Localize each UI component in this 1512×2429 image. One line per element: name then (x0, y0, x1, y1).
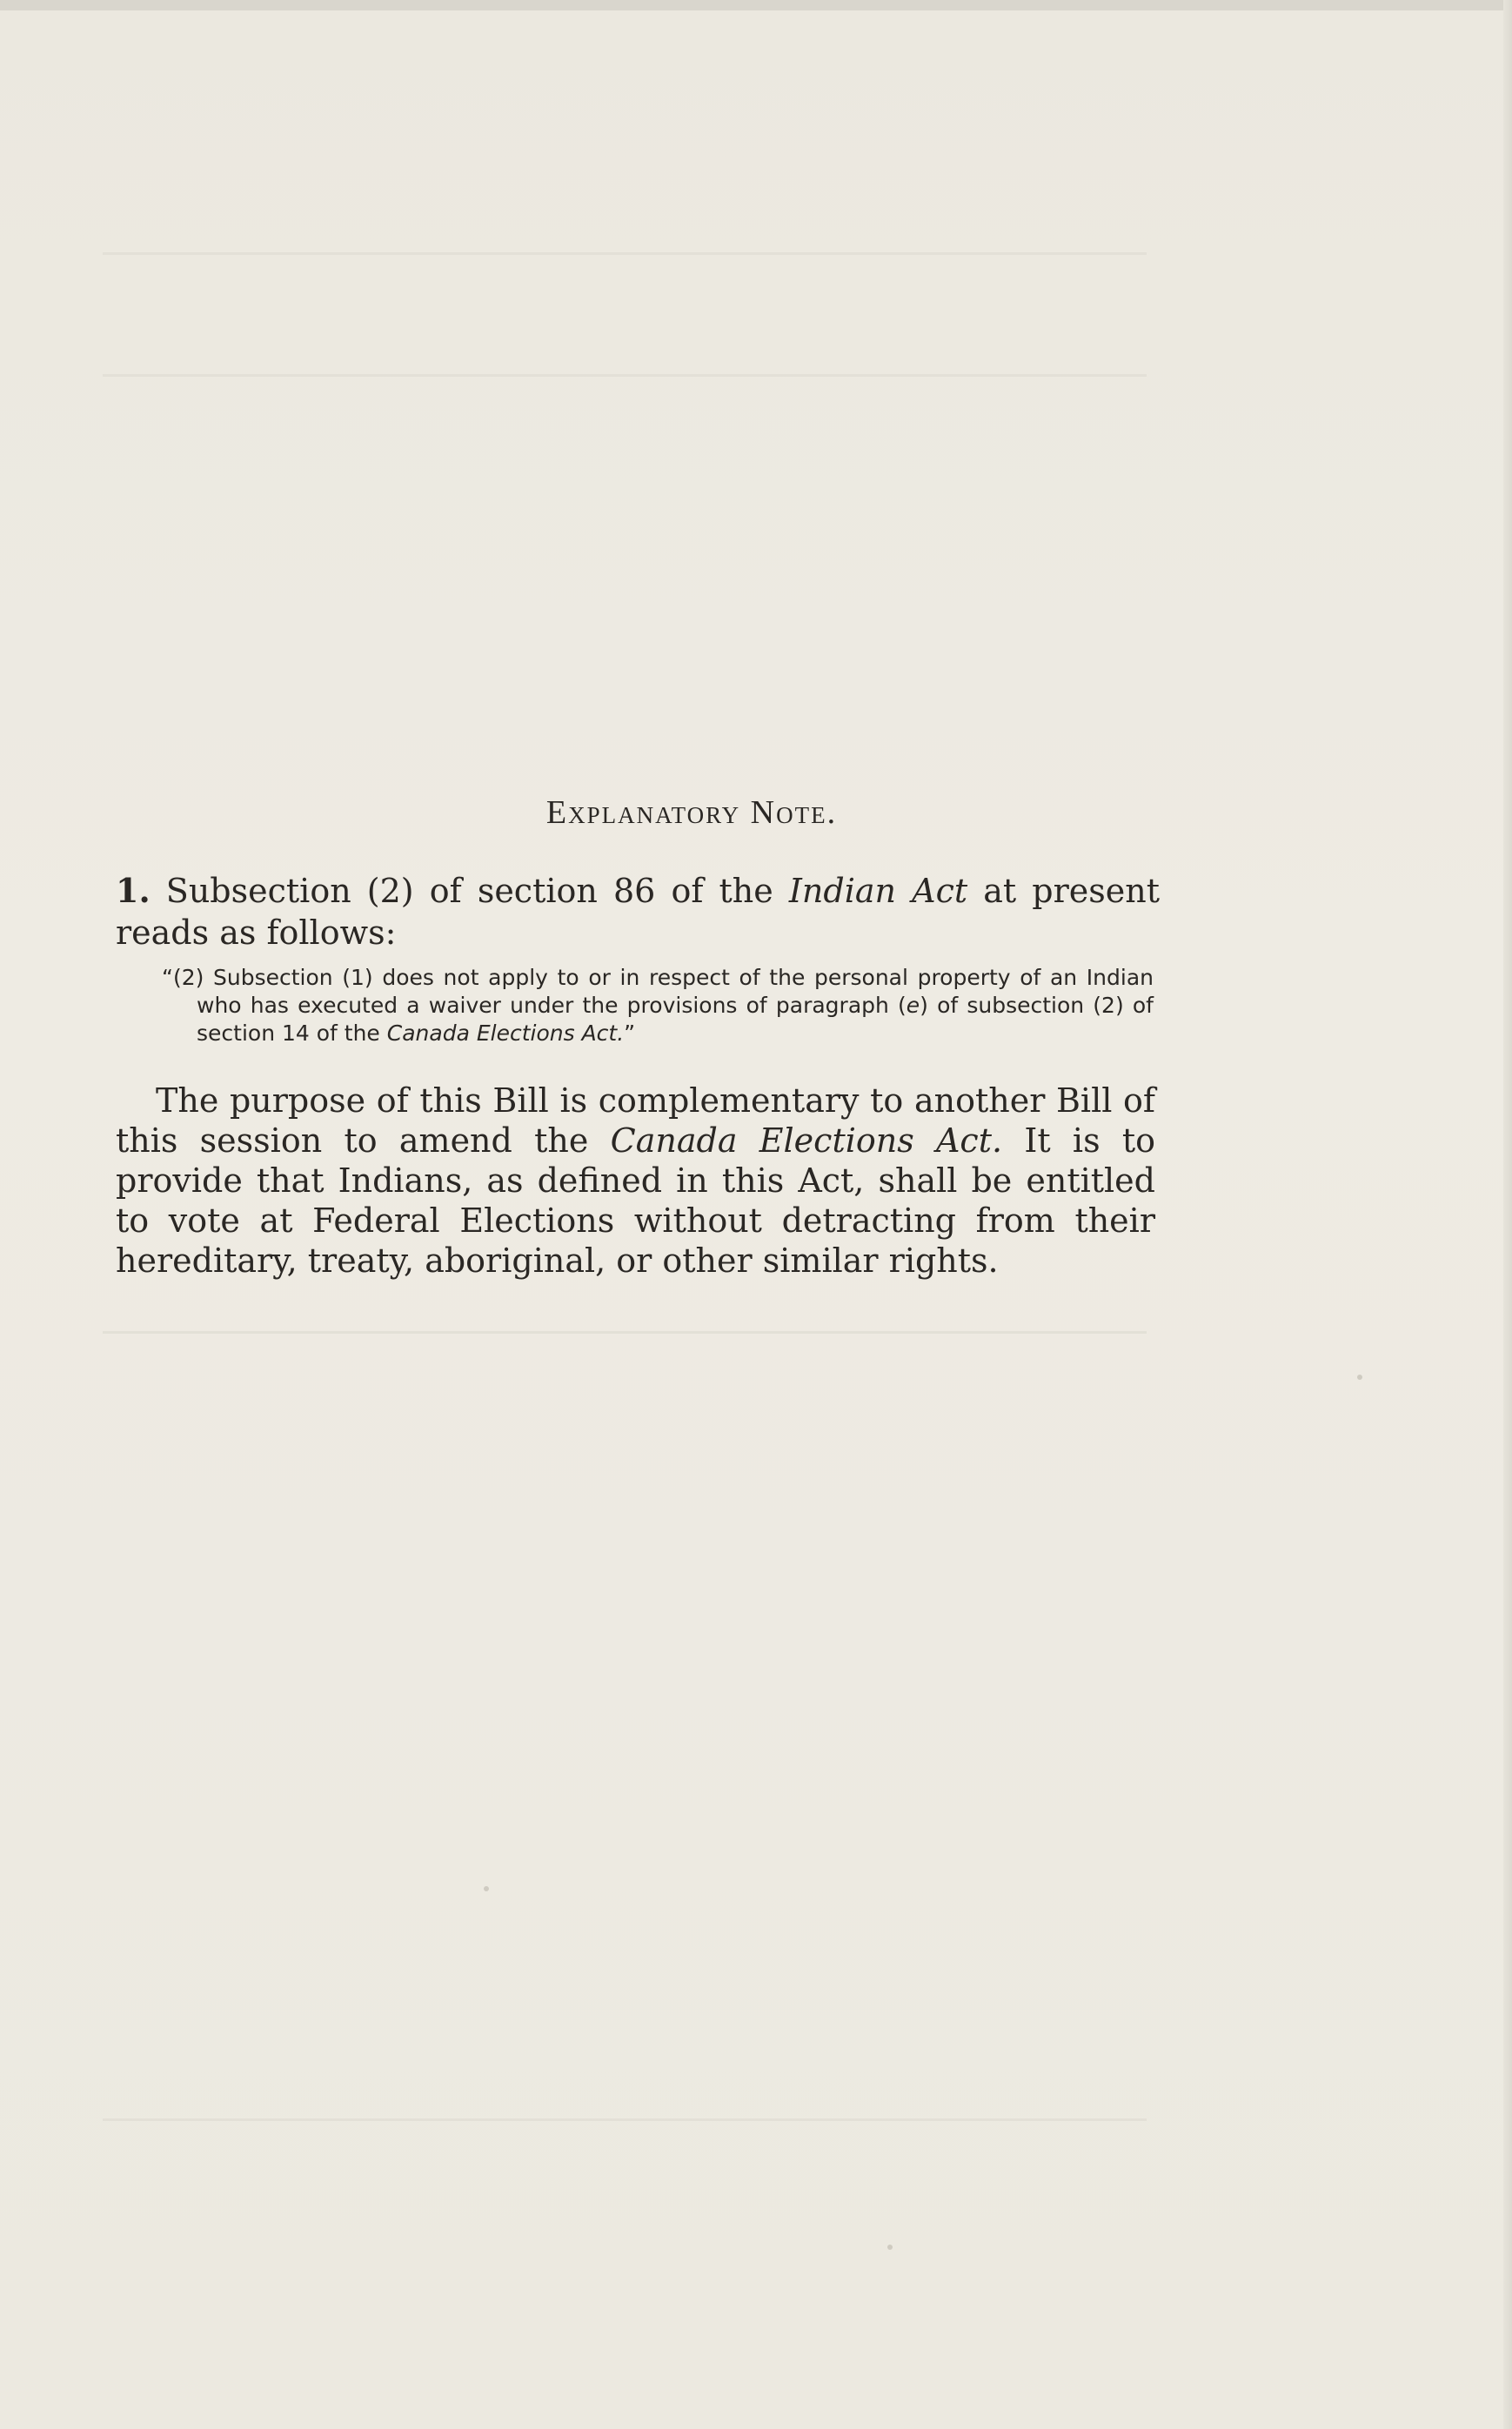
page-top-edge (0, 0, 1512, 10)
quote-close: ” (624, 1020, 636, 1046)
quote-paragraph-letter: e (906, 993, 920, 1018)
page-right-edge (1503, 0, 1512, 2429)
purpose-text-end: It is to provide that Indians, as defined in this Act, shall be entitled to vote at Federal Elections without detracting from their hereditary, treaty, aboriginal, or other similar rights. (116, 1121, 1155, 1280)
paper-speck (484, 1886, 489, 1891)
paper-speck (1357, 1375, 1362, 1380)
purpose-act-name: Canada Elections Act. (610, 1121, 1003, 1160)
clause-1-paragraph (116, 870, 1160, 954)
purpose-paragraph (116, 1081, 1155, 1281)
quote-text: “(2) Subsection (1) does not apply to or in respect of the personal property of an Indian who has executed a waiver under the provisions of paragraph ( (162, 965, 1154, 1018)
show-through-rule (103, 2118, 1147, 2121)
quoted-subsection (162, 964, 1154, 1047)
clause-number: 1. (116, 871, 151, 910)
show-through-rule (103, 374, 1147, 377)
purpose-text: The purpose of this Bill is complementary to another Bill of this session to amend the (116, 1081, 1155, 1160)
show-through-rule (103, 252, 1147, 255)
paper-speck (887, 2245, 893, 2250)
clause-act-name: Indian Act (788, 872, 968, 910)
quote-act-name: Canada Elections Act. (386, 1020, 625, 1046)
quote-text-middle: ) of subsection (2) of section 14 of the (197, 993, 1154, 1046)
clause-text: Subsection (2) of section 86 of the (150, 872, 789, 910)
show-through-rule (103, 1331, 1147, 1334)
clause-text-end: at present reads as follows: (116, 872, 1161, 952)
explanatory-note-heading: Explanatory Note. (545, 794, 838, 831)
